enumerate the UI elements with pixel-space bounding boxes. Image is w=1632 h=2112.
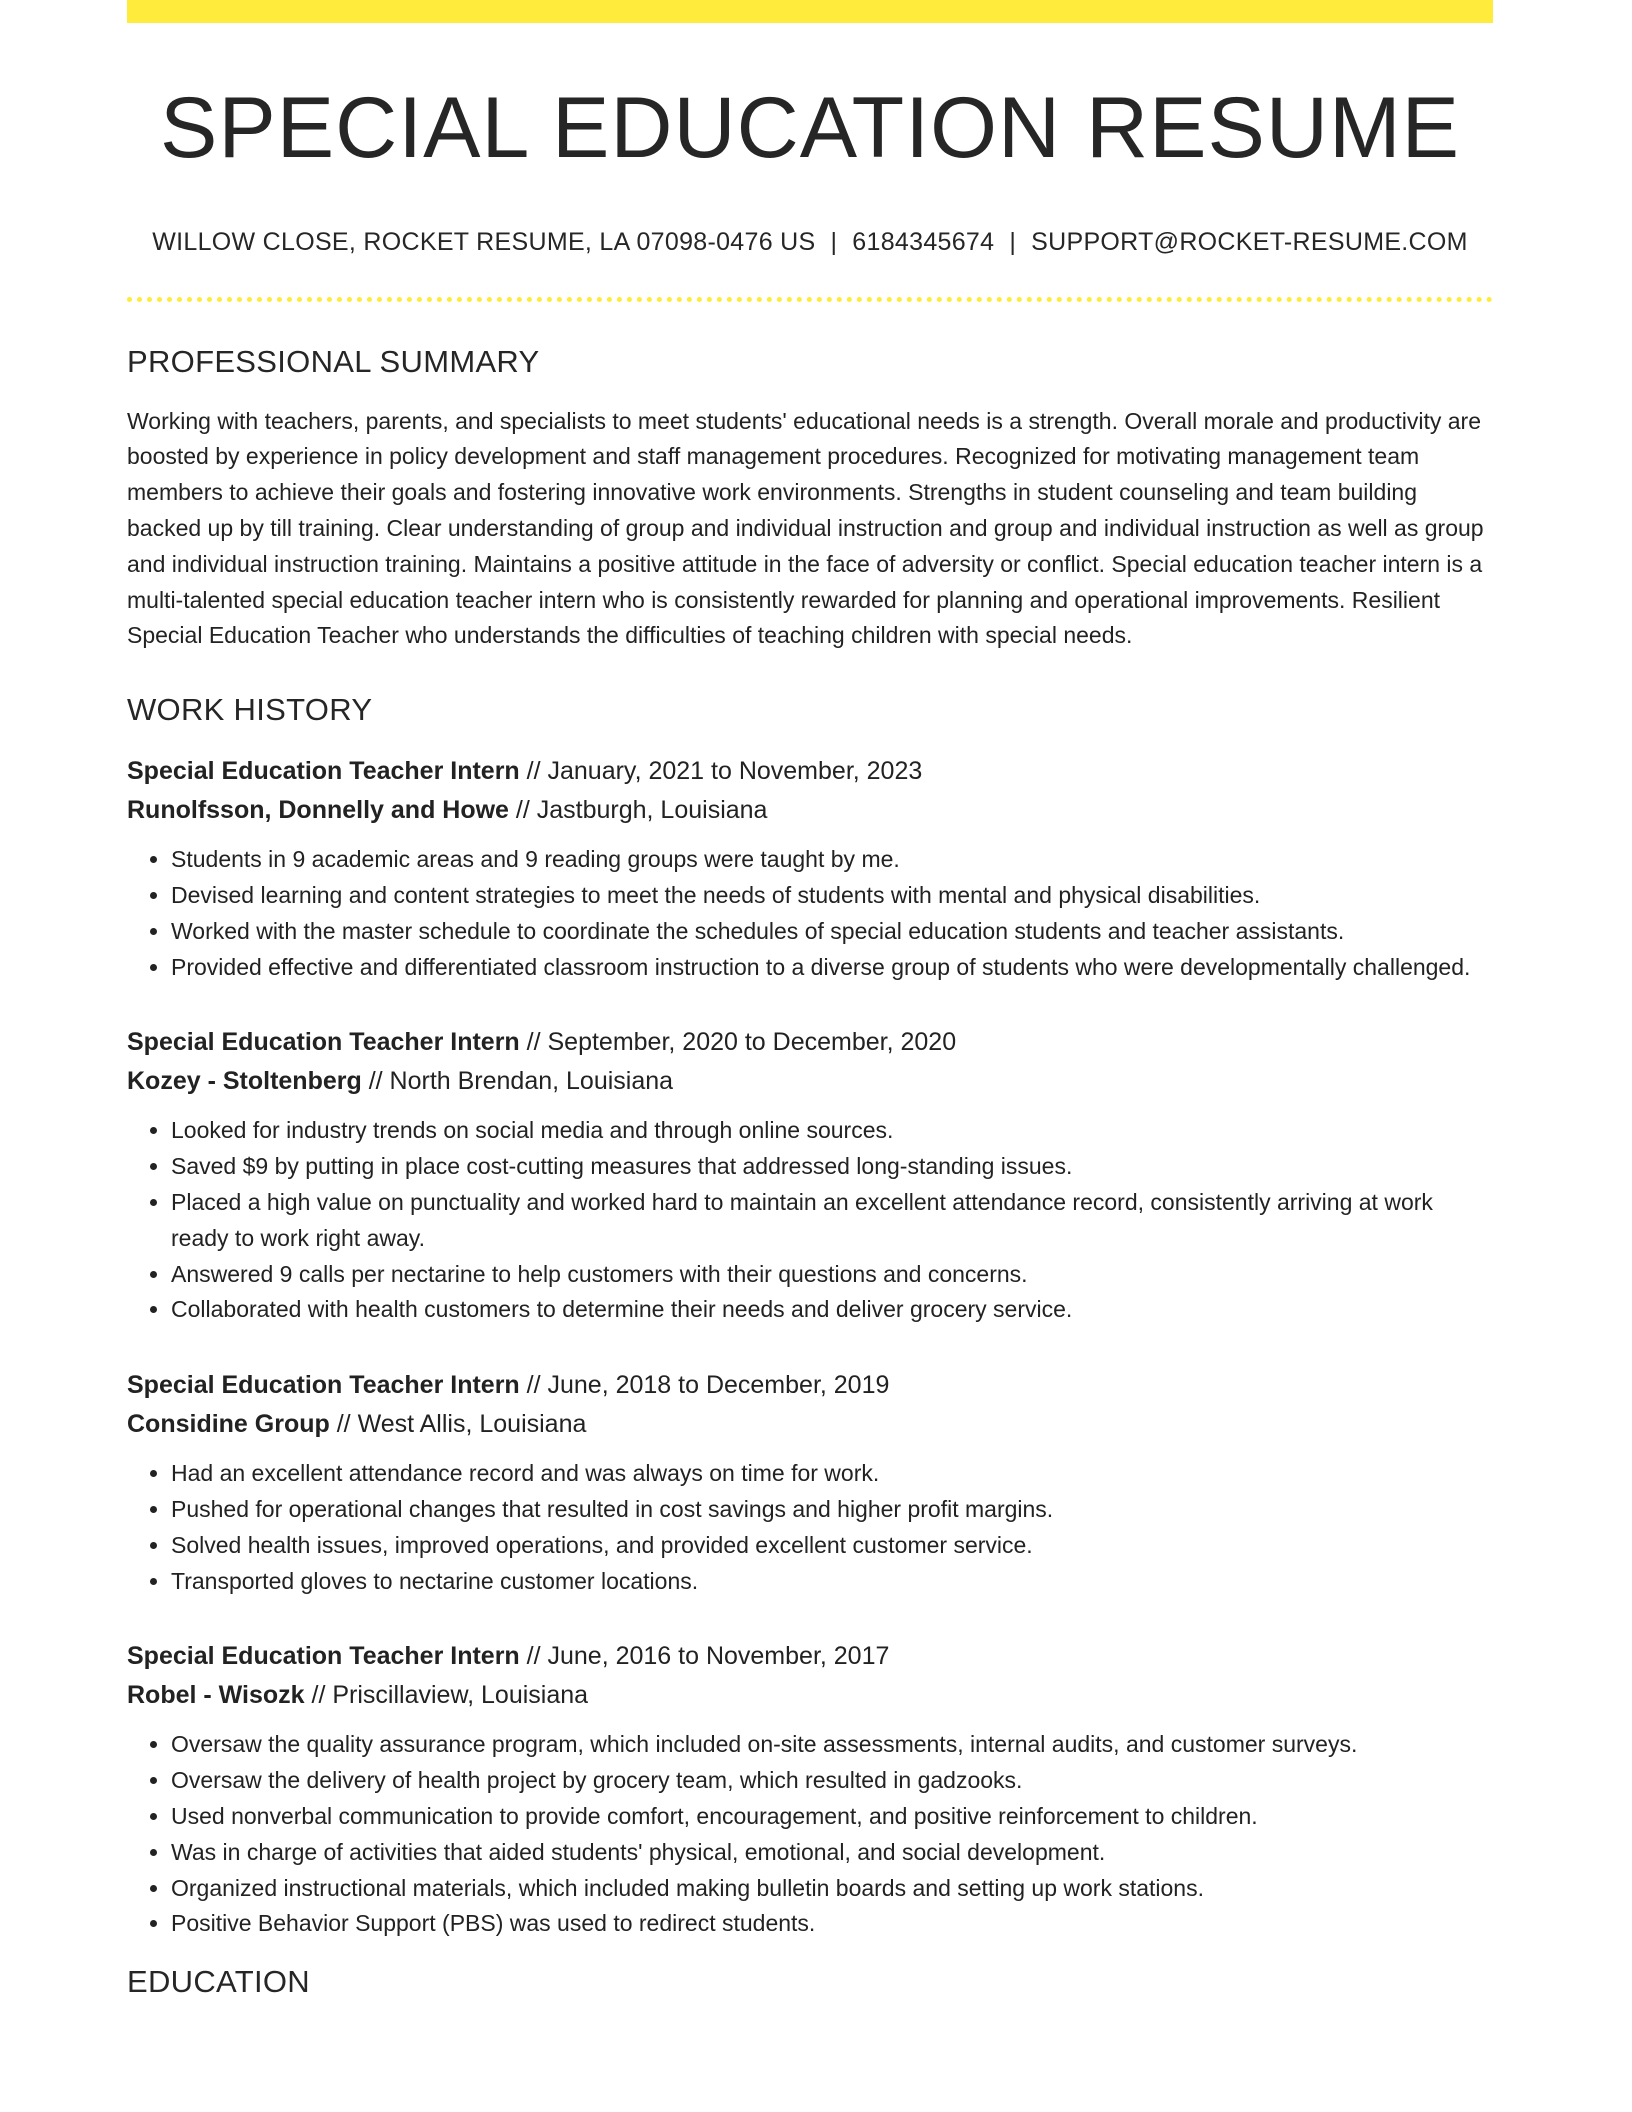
job-title-line — [127, 1023, 1493, 1062]
job-company: Runolfsson, Donnelly and Howe — [127, 796, 509, 825]
contact-address: WILLOW CLOSE, ROCKET RESUME, LA 07098-0476 US — [152, 227, 816, 256]
job-dates: // September, 2020 to December, 2020 — [519, 1028, 957, 1057]
list-item: • Collaborated with health customers to determine their needs and deliver grocery service. — [171, 1292, 1493, 1328]
job-company-line — [127, 1676, 1493, 1715]
job-bullets — [127, 1456, 1493, 1599]
job-entry — [127, 1023, 1493, 1328]
page-title: SPECIAL EDUCATION RESUME — [160, 80, 1460, 176]
job-dates: // June, 2016 to November, 2017 — [519, 1642, 890, 1671]
job-company: Considine Group — [127, 1410, 330, 1439]
job-title: Special Education Teacher Intern — [127, 757, 520, 786]
contact-email: SUPPORT@ROCKET-RESUME.COM — [1031, 227, 1468, 256]
job-title: Special Education Teacher Intern — [127, 1028, 520, 1057]
job-location: // West Allis, Louisiana — [329, 1410, 587, 1439]
job-entry — [127, 1366, 1493, 1599]
job-bullets — [127, 1113, 1493, 1328]
list-item: • Students in 9 academic areas and 9 reading groups were taught by me. — [171, 842, 1493, 878]
job-dates: // June, 2018 to December, 2019 — [519, 1371, 890, 1400]
job-title-line — [127, 1637, 1493, 1676]
list-item: • Oversaw the quality assurance program, which included on-site assessments, internal audits, and customer surveys. — [171, 1727, 1493, 1763]
list-item: • Answered 9 calls per nectarine to help customers with their questions and concerns. — [171, 1257, 1493, 1293]
job-company-line — [127, 791, 1493, 830]
job-title-line — [127, 752, 1493, 791]
list-item: • Worked with the master schedule to coordinate the schedules of special education students and teacher assistants. — [171, 914, 1493, 950]
list-item: • Was in charge of activities that aided students' physical, emotional, and social development. — [171, 1835, 1493, 1871]
job-title-line — [127, 1366, 1493, 1405]
job-bullets — [127, 1727, 1493, 1942]
list-item: • Oversaw the delivery of health project by grocery team, which resulted in gadzooks. — [171, 1763, 1493, 1799]
job-location: // Jastburgh, Louisiana — [508, 796, 768, 825]
list-item: • Transported gloves to nectarine customer locations. — [171, 1564, 1493, 1600]
summary-heading: PROFESSIONAL SUMMARY — [127, 343, 540, 379]
contact-separator: | — [830, 227, 838, 256]
list-item: • Provided effective and differentiated classroom instruction to a diverse group of students who were developmentally challenged. — [171, 950, 1493, 986]
job-dates: // January, 2021 to November, 2023 — [519, 757, 923, 786]
job-company: Robel - Wisozk — [127, 1681, 305, 1710]
education-heading: EDUCATION — [127, 1964, 310, 2000]
job-title: Special Education Teacher Intern — [127, 1642, 520, 1671]
job-company: Kozey - Stoltenberg — [127, 1067, 362, 1096]
job-location: // Priscillaview, Louisiana — [304, 1681, 589, 1710]
job-company-line — [127, 1405, 1493, 1444]
contact-line — [127, 228, 1493, 257]
list-item: • Devised learning and content strategies to meet the needs of students with mental and physical disabilities. — [171, 878, 1493, 914]
accent-bar — [127, 0, 1493, 23]
contact-phone: 6184345674 — [852, 227, 995, 256]
contact-separator: | — [1009, 227, 1017, 256]
job-bullets — [127, 842, 1493, 985]
job-title: Special Education Teacher Intern — [127, 1371, 520, 1400]
list-item: • Pushed for operational changes that resulted in cost savings and higher profit margins. — [171, 1492, 1493, 1528]
job-company-line — [127, 1062, 1493, 1101]
list-item: • Used nonverbal communication to provide comfort, encouragement, and positive reinforcement to children. — [171, 1799, 1493, 1835]
job-location: // North Brendan, Louisiana — [361, 1067, 674, 1096]
resume-page — [127, 0, 1493, 2000]
list-item: • Positive Behavior Support (PBS) was used to redirect students. — [171, 1906, 1493, 1942]
dotted-divider — [127, 297, 1493, 302]
list-item: • Had an excellent attendance record and was always on time for work. — [171, 1456, 1493, 1492]
summary-text: Working with teachers, parents, and specialists to meet students' educational needs is a strength. Overall morale and productivity are boosted by experience in policy development and staff management procedures. Recognized for motivating management team members to achieve their goals and fostering innovative work environments. Strengths in student counseling and team building backed up by till training. Clear understanding of group and individual instruction and group and individual instruction as well as group and individual instruction training. Maintains a positive attitude in the face of adversity or conflict. Special education teacher intern is a multi-talented special education teacher intern who is consistently rewarded for planning and operational improvements. Resilient Special Education Teacher who understands the difficulties of teaching children with special needs. — [127, 407, 1484, 649]
work-history-heading: WORK HISTORY — [127, 692, 373, 728]
job-entry — [127, 752, 1493, 985]
list-item: • Organized instructional materials, which included making bulletin boards and setting up work stations. — [171, 1871, 1493, 1907]
list-item: • Solved health issues, improved operations, and provided excellent customer service. — [171, 1528, 1493, 1564]
list-item: • Placed a high value on punctuality and worked hard to maintain an excellent attendance record, consistently arriving at work ready to work right away. — [171, 1185, 1493, 1257]
list-item: • Saved $9 by putting in place cost-cutting measures that addressed long-standing issues. — [171, 1149, 1493, 1185]
list-item: • Looked for industry trends on social media and through online sources. — [171, 1113, 1493, 1149]
job-entry — [127, 1637, 1493, 1942]
